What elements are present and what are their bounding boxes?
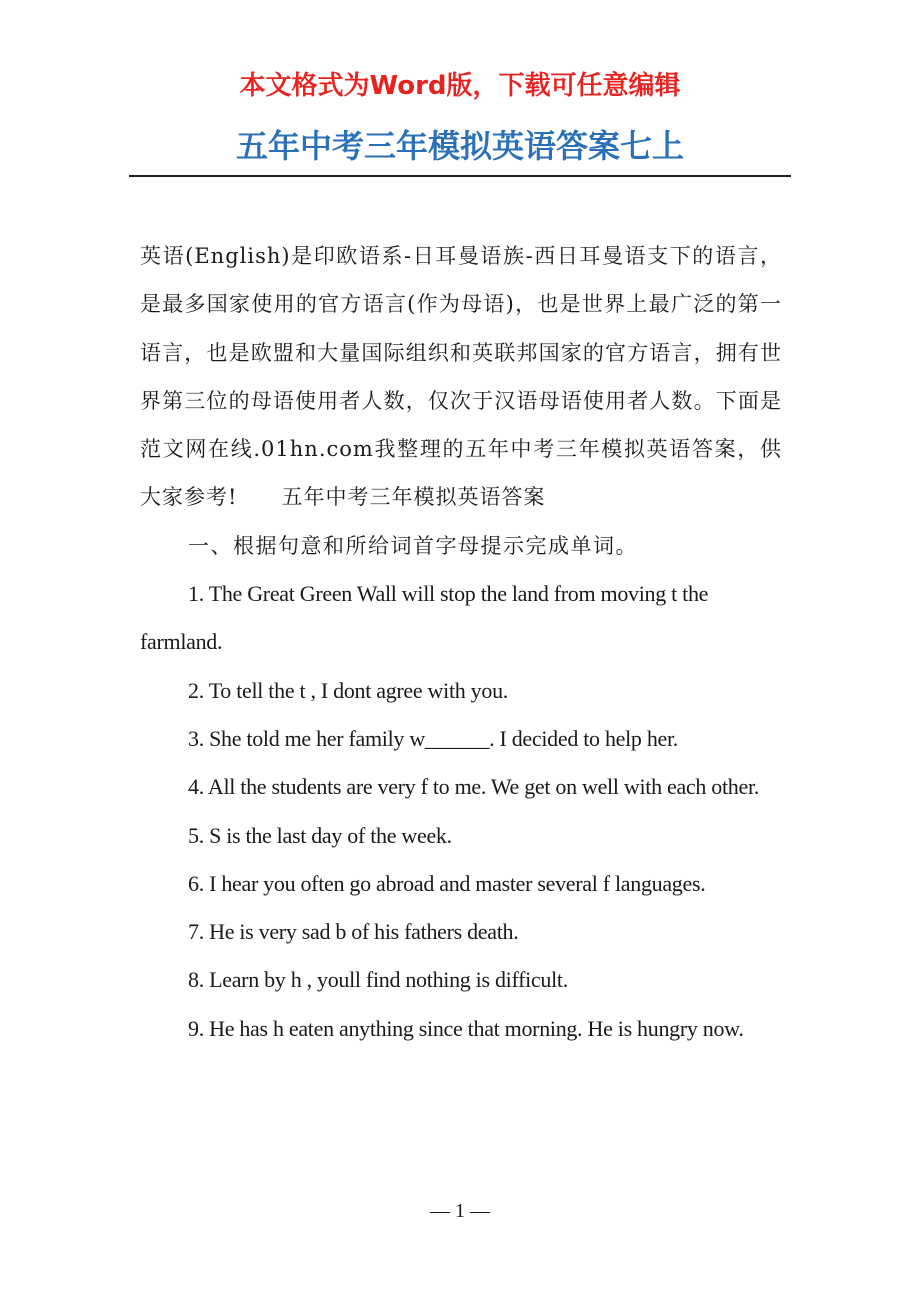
page-number: — 1 — [430, 1200, 490, 1222]
document-title: 五年中考三年模拟英语答案七上 [235, 127, 684, 165]
format-notice-banner: 本文格式为Word版，下载可任意编辑 [239, 71, 681, 101]
question-item: 9. He has h eaten anything since that morning. He is hungry now. [188, 1015, 744, 1041]
question-item: 4. All the students are very f to me. We get on well with each other. [188, 774, 759, 800]
question-item: 2. To tell the t , I dont agree with you. [188, 677, 508, 703]
document-body [140, 232, 782, 1053]
section-heading: 一、根据句意和所给词首字母提示完成单词。 [188, 533, 638, 558]
question-item: 3. She told me her family w______. I decided to help her. [188, 725, 679, 751]
question-item: 5. S is the last day of the week. [188, 822, 452, 848]
title-divider [129, 175, 791, 177]
intro-paragraph: 英语(English)是印欧语系-日耳曼语族-西日耳曼语支下的语言，是最多国家使用的官方语言(作为母语)，也是世界上最广泛的第一语言，也是欧盟和大量国际组织和英联邦国家的官方语言，拥有世界第三位的母语使用者人数，仅次于汉语母语使用者人数。下面是范文网在线.01hn.com我整理的五年中考三年模拟英语答案，供大家参考! 五年中考三年模拟英语答案 [140, 244, 782, 510]
question-item: 8. Learn by h , youll find nothing is difficult. [188, 967, 568, 993]
question-item: 1. The Great Green Wall will stop the land from moving t the farmland. [140, 581, 709, 655]
question-item: 7. He is very sad b of his fathers death. [188, 919, 519, 945]
question-item: 6. I hear you often go abroad and master several f languages. [188, 870, 706, 896]
